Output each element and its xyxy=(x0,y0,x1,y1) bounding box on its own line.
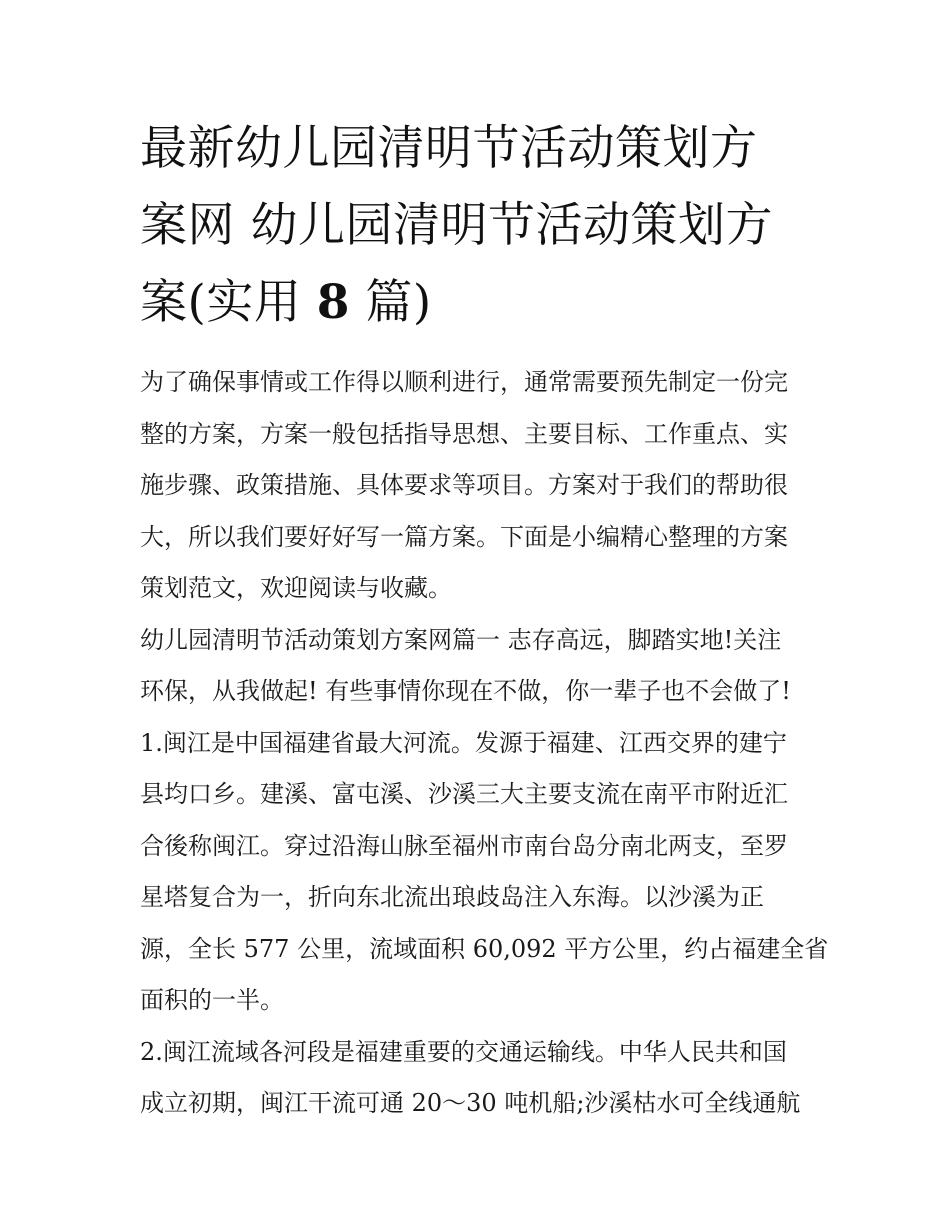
document-title xyxy=(140,110,815,341)
paragraph-line: 1.闽江是中国福建省最大河流。发源于福建、江西交界的建宁 xyxy=(140,728,787,757)
paragraph-line: 环保，从我做起! 有些事情你现在不做，你一辈子也不会做了! xyxy=(140,677,791,705)
paragraph-line: 大，所以我们要好好写一篇方案。下面是小编精心整理的方案 xyxy=(140,522,788,551)
paragraph-line: 为了确保事情或工作得以顺利进行，通常需要预先制定一份完 xyxy=(140,368,788,396)
title-line: 最新幼儿园清明节活动策划方 xyxy=(140,121,758,176)
paragraph-line: 合後称闽江。穿过沿海山脉至福州市南台岛分南北两支，至罗 xyxy=(140,831,788,860)
paragraph-line: 整的方案，方案一般包括指导思想、主要目标、工作重点、实 xyxy=(140,419,788,448)
paragraph-line: 星塔复合为一，折向东北流出琅歧岛注入东海。以沙溪为正 xyxy=(140,883,764,911)
paragraph-line: 面积的一半。 xyxy=(140,986,284,1014)
paragraph-line: 成立初期，闽江干流可通 20～30 吨机船;沙溪枯水可全线通航 xyxy=(140,1089,801,1117)
section-heading-paragraph xyxy=(140,615,815,718)
document-content xyxy=(140,110,829,1130)
item-1-paragraph xyxy=(140,718,829,1027)
paragraph-line: 源，全长 577 公里，流域面积 60,092 平方公里，约占福建全省 xyxy=(140,934,829,963)
paragraph-line: 策划范文，欢迎阅读与收藏。 xyxy=(140,574,452,602)
paragraph-line: 县均口乡。建溪、富屯溪、沙溪三大主要支流在南平市附近汇 xyxy=(140,780,788,808)
paragraph-line: 施步骤、政策措施、具体要求等项目。方案对于我们的帮助很 xyxy=(140,471,788,499)
item-2-paragraph xyxy=(140,1027,815,1130)
paragraph-line: 2.闽江流域各河段是福建重要的交通运输线。中华人民共和国 xyxy=(140,1037,787,1066)
title-line: 案(实用 8 篇) xyxy=(140,275,432,330)
title-line: 案网 幼儿园清明节活动策划方 xyxy=(140,198,773,253)
intro-paragraph xyxy=(140,357,815,615)
paragraph-line: 幼儿园清明节活动策划方案网篇一 志存高远，脚踏实地!关注 xyxy=(140,625,782,654)
